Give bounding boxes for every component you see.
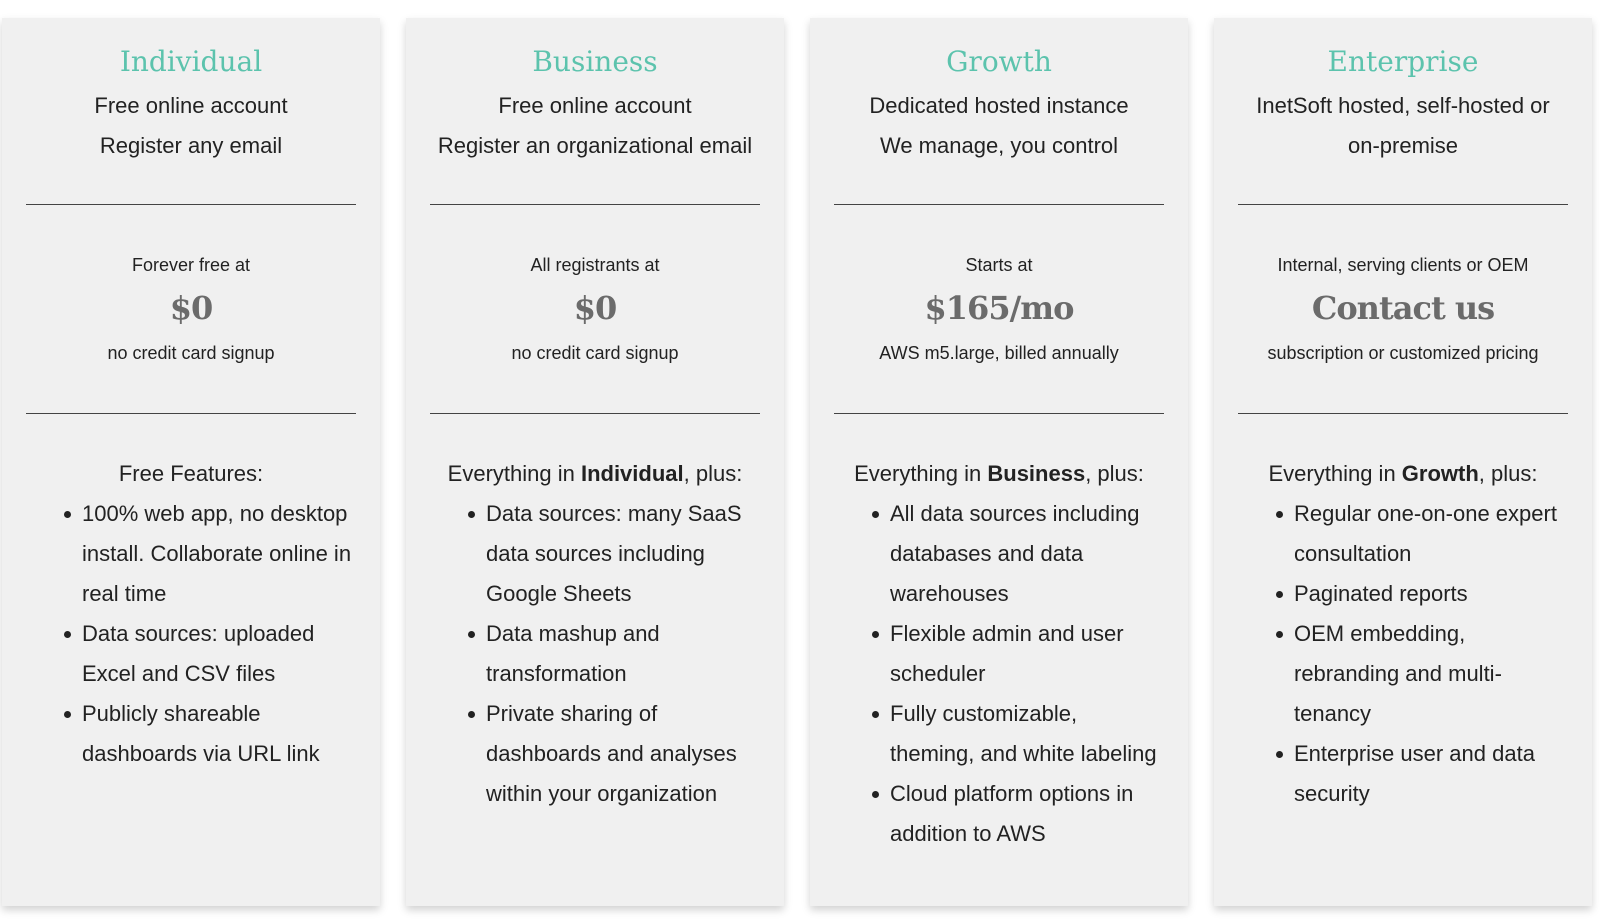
features-heading-suffix: , plus:: [1478, 461, 1538, 486]
feature-item: Publicly shareable dashboards via URL link: [82, 694, 356, 774]
features-heading-prefix: Free Features:: [118, 461, 264, 486]
feature-item: All data sources including databases and data warehouses: [890, 494, 1164, 614]
feature-item: Flexible admin and user scheduler: [890, 614, 1164, 694]
feature-item: Private sharing of dashboards and analyses within your organization: [486, 694, 760, 814]
plan-name: Growth: [946, 45, 1052, 78]
plan-subtitle-line: Free online account: [498, 93, 692, 118]
feature-item: Data mashup and transformation: [486, 614, 760, 694]
features-heading-suffix: , plus:: [1085, 461, 1144, 486]
plan-subtitle-line: Register any email: [99, 133, 283, 158]
plan-name: Enterprise: [1327, 45, 1479, 78]
features-heading-prefix: Everything in: [1268, 461, 1402, 486]
features-heading: [834, 454, 1164, 494]
price: Contact us: [1311, 289, 1495, 327]
features-heading: [1238, 454, 1568, 494]
plan-header: [1238, 44, 1568, 204]
feature-list: [26, 494, 356, 774]
plan-subtitle-line: Register an organizational email: [437, 133, 753, 158]
features-heading: [26, 454, 356, 494]
features-heading-plan: Business: [987, 461, 1086, 486]
price-suffix: no credit card signup: [107, 343, 275, 363]
plan-card-enterprise: [1214, 18, 1592, 906]
feature-item: 100% web app, no desktop install. Collaborate online in real time: [82, 494, 356, 614]
feature-item: OEM embedding, rebranding and multi-tenancy: [1294, 614, 1568, 734]
features-section: [834, 414, 1164, 854]
plan-card-growth: [810, 18, 1188, 906]
plan-subtitle-line: Free online account: [94, 93, 288, 118]
plan-subtitle-line: We manage, you control: [879, 133, 1119, 158]
price-suffix: AWS m5.large, billed annually: [879, 343, 1119, 363]
plan-name: Business: [532, 45, 658, 78]
feature-list: [430, 494, 760, 814]
features-section: [1238, 414, 1568, 814]
price-prefix: Internal, serving clients or OEM: [1277, 255, 1529, 275]
price-block: [1238, 205, 1568, 413]
price: $0: [169, 289, 213, 327]
feature-item: Enterprise user and data security: [1294, 734, 1568, 814]
feature-item: Fully customizable, theming, and white labeling: [890, 694, 1164, 774]
price-prefix: Starts at: [965, 255, 1033, 275]
features-heading-prefix: Everything in: [447, 461, 581, 486]
feature-list: [1238, 494, 1568, 814]
plan-name: Individual: [119, 45, 263, 78]
plan-card-business: [406, 18, 784, 906]
plan-header: [430, 44, 760, 204]
price-block: [26, 205, 356, 413]
features-heading-plan: Individual: [580, 461, 684, 486]
price-prefix: All registrants at: [530, 255, 660, 275]
price-block: [834, 205, 1164, 413]
plan-card-individual: [2, 18, 380, 906]
price-prefix: Forever free at: [131, 255, 251, 275]
features-heading-suffix: , plus:: [683, 461, 743, 486]
feature-item: Data sources: many SaaS data sources including Google Sheets: [486, 494, 760, 614]
price-suffix: subscription or customized pricing: [1267, 343, 1539, 363]
price: $165/mo: [924, 289, 1074, 327]
feature-item: Paginated reports: [1294, 574, 1568, 614]
features-heading-plan: Growth: [1401, 461, 1479, 486]
plan-header: [834, 44, 1164, 204]
plan-subtitle-line: Dedicated hosted instance: [869, 93, 1129, 118]
feature-list: [834, 494, 1164, 854]
price: $0: [573, 289, 617, 327]
plan-header: [26, 44, 356, 204]
features-section: [26, 414, 356, 774]
features-section: [430, 414, 760, 814]
price-suffix: no credit card signup: [511, 343, 679, 363]
feature-item: Cloud platform options in addition to AWS: [890, 774, 1164, 854]
feature-item: Data sources: uploaded Excel and CSV files: [82, 614, 356, 694]
price-block: [430, 205, 760, 413]
plan-subtitle-line: InetSoft hosted, self-hosted or on-premise: [1256, 93, 1550, 158]
feature-item: Regular one-on-one expert consultation: [1294, 494, 1568, 574]
features-heading-prefix: Everything in: [854, 461, 988, 486]
features-heading: [430, 454, 760, 494]
